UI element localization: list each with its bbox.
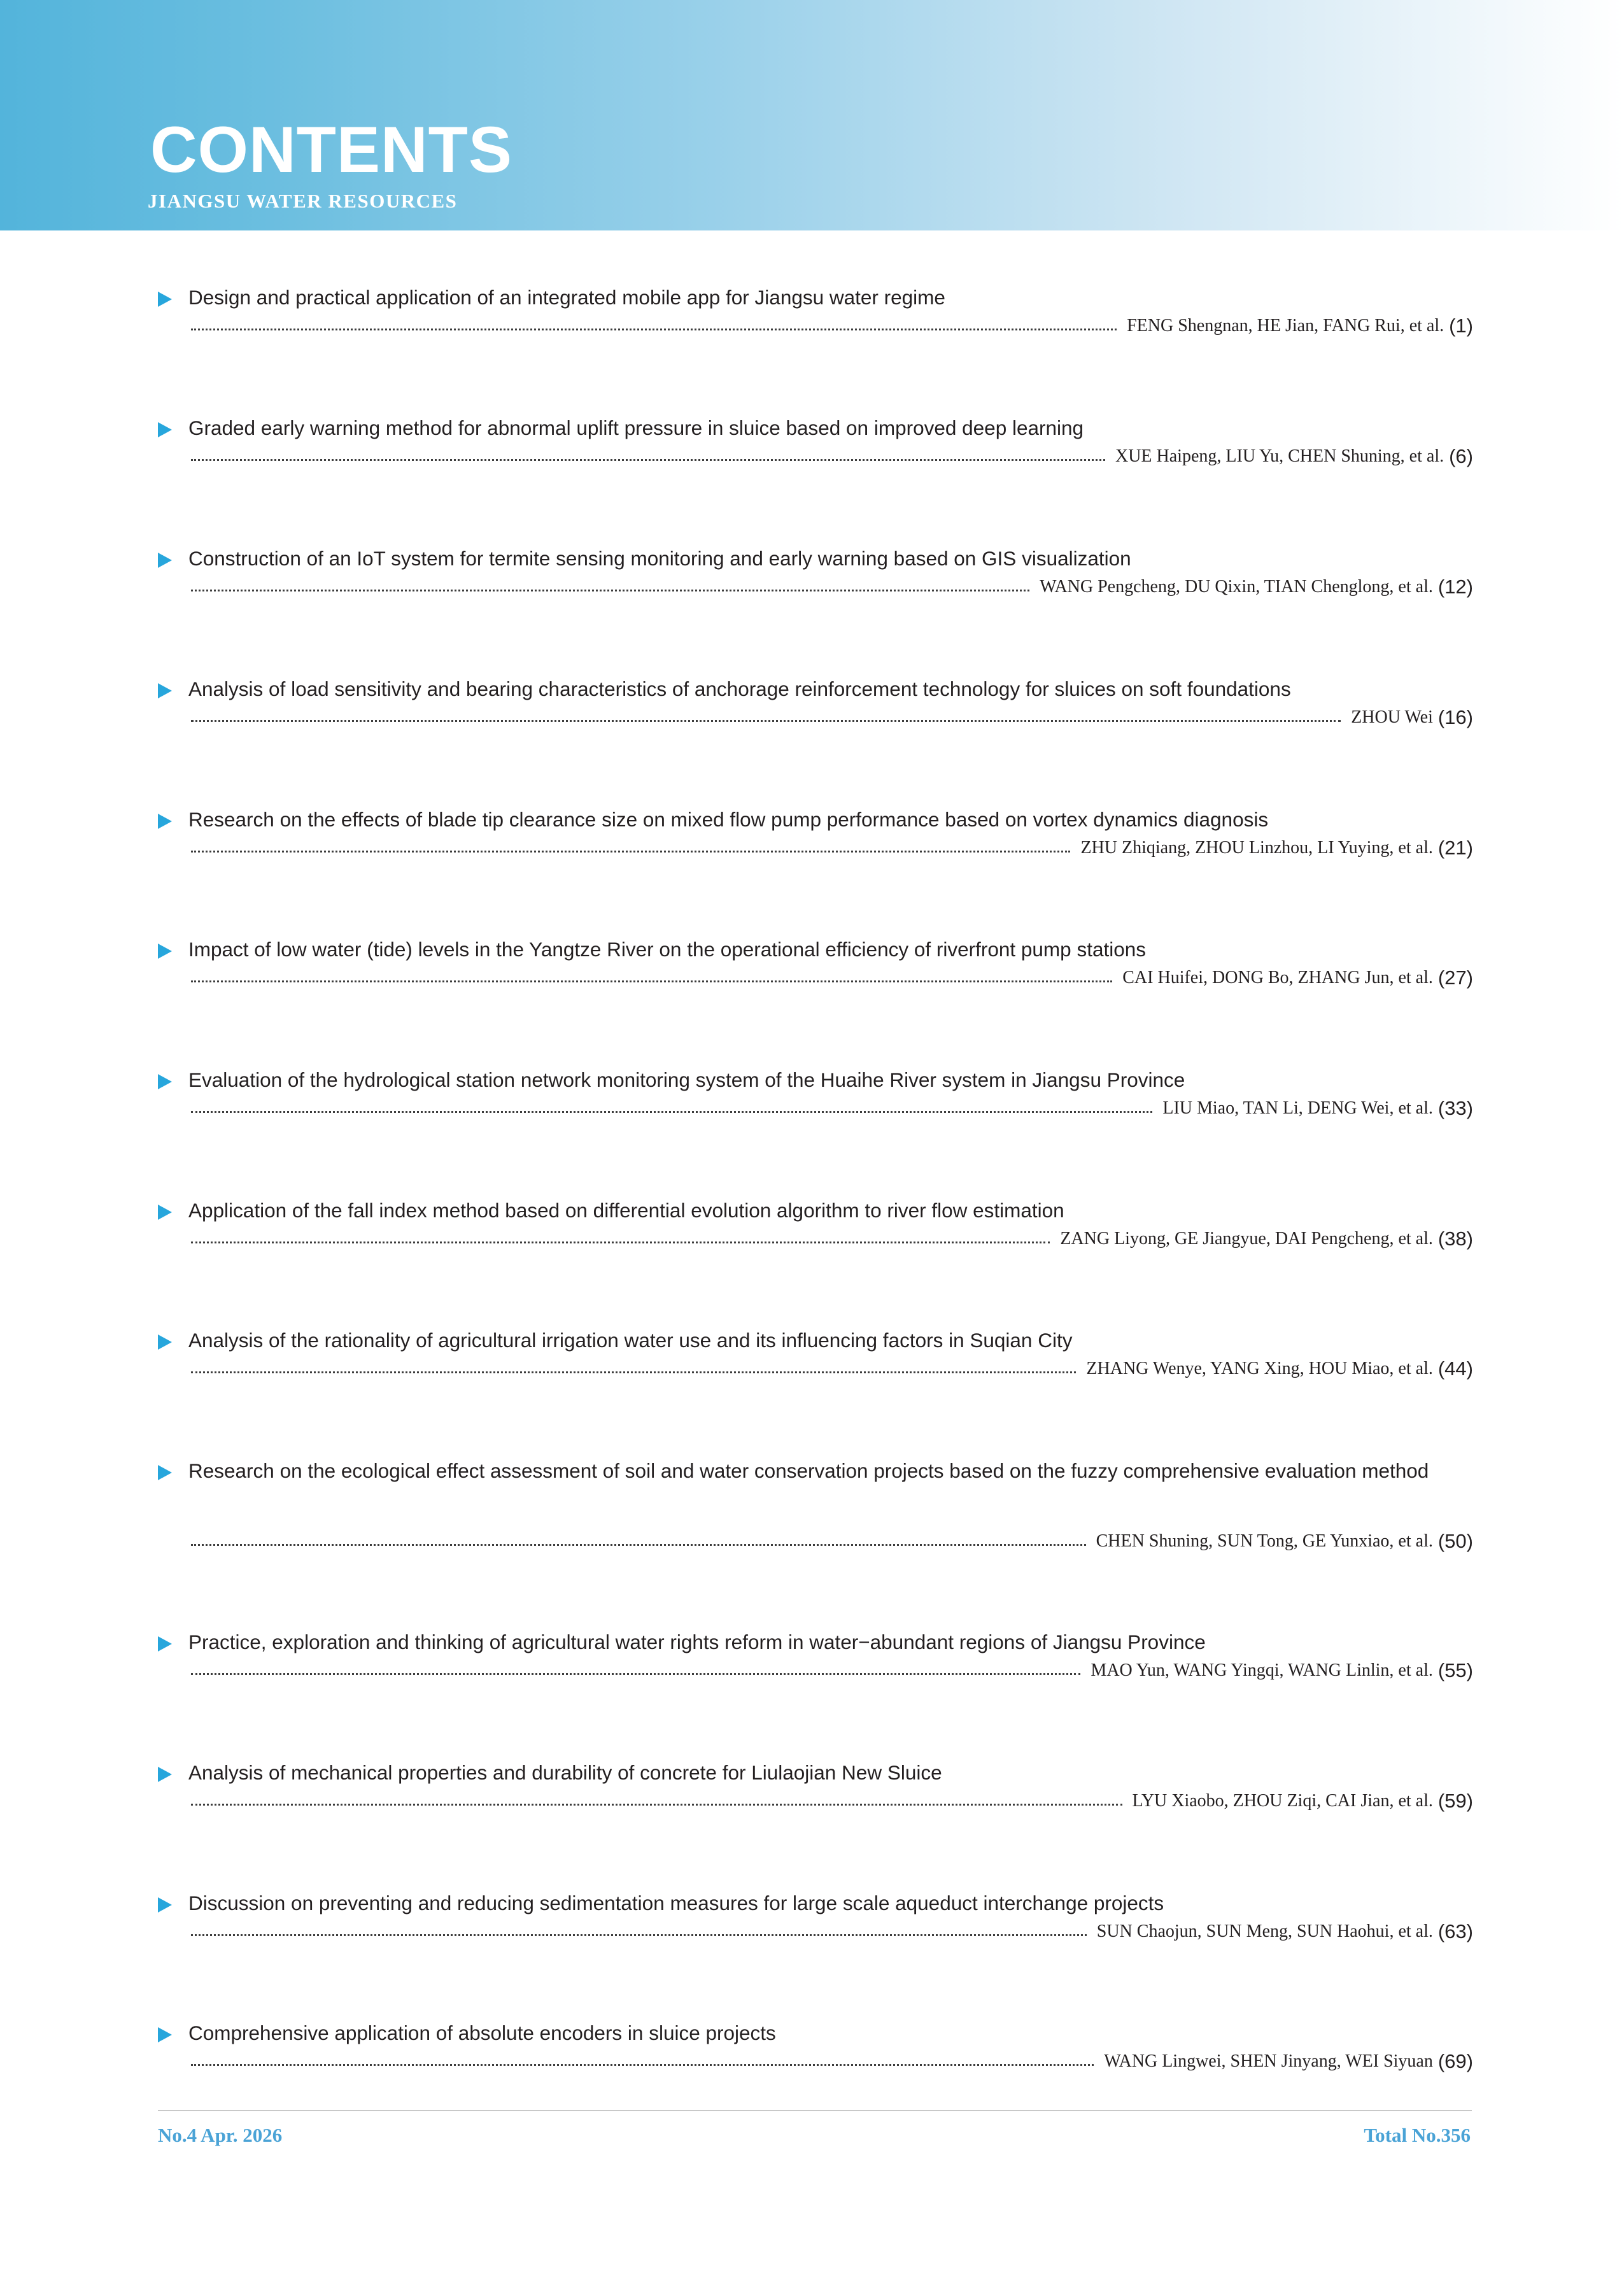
issue-number: No.4 Apr. 2026 [158, 2124, 283, 2146]
article-title[interactable]: Discussion on preventing and reducing sedimentation measures for large scale aqueduct interchange projects [188, 1892, 1164, 1914]
article-authors: SUN Chaojun, SUN Meng, SUN Haohui, et al. [1096, 1921, 1433, 1941]
article-byline [191, 963, 1473, 991]
article-byline [191, 1786, 1473, 1814]
contents-title: CONTENTS [150, 113, 512, 186]
triangle-bullet-icon [158, 2027, 172, 2042]
article-authors: ZHOU Wei [1351, 707, 1433, 727]
dot-leader [191, 459, 1105, 461]
triangle-bullet-icon [158, 1465, 172, 1480]
article-title[interactable]: Analysis of load sensitivity and bearing characteristics of anchorage reinforcement technology for sluices on soft foundations [188, 677, 1291, 700]
article-byline [191, 833, 1473, 861]
article-title[interactable]: Analysis of mechanical properties and durability of concrete for Liulaojian New Sluice [188, 1761, 942, 1784]
article-title[interactable]: Comprehensive application of absolute encoders in sluice projects [188, 2021, 776, 2044]
triangle-bullet-icon [158, 292, 172, 307]
dot-leader [191, 2064, 1094, 2066]
dot-leader [191, 1673, 1080, 1675]
dot-leader [191, 720, 1341, 722]
page-number[interactable]: (1) [1449, 315, 1473, 337]
article-authors: ZHANG Wenye, YANG Xing, HOU Miao, et al. [1086, 1359, 1433, 1378]
page-number[interactable]: (50) [1437, 1530, 1473, 1552]
article-title[interactable]: Practice, exploration and thinking of agricultural water rights reform in water−abundant regions of Jiangsu Province [188, 1631, 1206, 1653]
article-title[interactable]: Research on the effects of blade tip clearance size on mixed flow pump performance based on vortex dynamics diagnosis [188, 808, 1269, 831]
article-title[interactable]: Design and practical application of an integrated mobile app for Jiangsu water regime [188, 286, 945, 309]
article-byline [191, 441, 1473, 469]
triangle-bullet-icon [158, 422, 172, 437]
article-authors: WANG Pengcheng, DU Qixin, TIAN Chenglong, et al. [1040, 577, 1433, 597]
article-byline [191, 1093, 1473, 1121]
page-number[interactable]: (21) [1437, 837, 1473, 859]
triangle-bullet-icon [158, 1205, 172, 1220]
article-byline [191, 702, 1473, 730]
dot-leader [191, 1934, 1087, 1936]
page-number[interactable]: (59) [1437, 1790, 1473, 1812]
article-authors: ZHU Zhiqiang, ZHOU Linzhou, LI Yuying, et al. [1080, 838, 1433, 858]
article-byline [191, 1224, 1473, 1252]
triangle-bullet-icon [158, 1334, 172, 1350]
dot-leader [191, 1111, 1152, 1113]
article-byline [191, 572, 1473, 600]
article-authors: FENG Shengnan, HE Jian, FANG Rui, et al. [1127, 316, 1444, 336]
page-number[interactable]: (27) [1437, 966, 1473, 989]
article-byline [191, 1354, 1473, 1382]
page-number[interactable]: (12) [1437, 576, 1473, 598]
triangle-bullet-icon [158, 814, 172, 829]
article-authors: CHEN Shuning, SUN Tong, GE Yunxiao, et al. [1096, 1531, 1433, 1551]
page-number[interactable]: (6) [1449, 445, 1473, 467]
article-byline [191, 311, 1473, 339]
article-authors: LIU Miao, TAN Li, DENG Wei, et al. [1162, 1098, 1433, 1118]
article-title[interactable]: Evaluation of the hydrological station network monitoring system of the Huaihe River system in Jiangsu Province [188, 1068, 1185, 1091]
article-title[interactable]: Construction of an IoT system for termite sensing monitoring and early warning based on GIS visualization [188, 547, 1131, 570]
triangle-bullet-icon [158, 1074, 172, 1089]
dot-leader [191, 1804, 1122, 1806]
dot-leader [191, 1242, 1050, 1243]
triangle-bullet-icon [158, 1636, 172, 1652]
article-authors: MAO Yun, WANG Yingqi, WANG Linlin, et al. [1091, 1660, 1433, 1680]
page-number[interactable]: (69) [1437, 2050, 1473, 2072]
article-authors: XUE Haipeng, LIU Yu, CHEN Shuning, et al. [1115, 446, 1444, 466]
article-title[interactable]: Impact of low water (tide) levels in the Yangtze River on the operational efficiency of riverfront pump stations [188, 938, 1147, 961]
total-issue-number: Total No.356 [1364, 2124, 1471, 2146]
page-number[interactable]: (63) [1437, 1920, 1473, 1942]
dot-leader [191, 329, 1117, 330]
article-authors: CAI Huifei, DONG Bo, ZHANG Jun, et al. [1122, 968, 1433, 987]
triangle-bullet-icon [158, 944, 172, 959]
article-title[interactable]: Application of the fall index method based on differential evolution algorithm to river flow estimation [188, 1199, 1064, 1222]
dot-leader [191, 1371, 1076, 1373]
footer-rule [158, 2110, 1472, 2111]
article-title[interactable]: Research on the ecological effect assessment of soil and water conservation projects based on the fuzzy comprehensive evaluation method [188, 1459, 1429, 1482]
article-byline [191, 1655, 1473, 1683]
triangle-bullet-icon [158, 553, 172, 568]
page-number[interactable]: (55) [1437, 1659, 1473, 1681]
triangle-bullet-icon [158, 683, 172, 698]
journal-name: JIANGSU WATER RESOURCES [148, 190, 458, 212]
article-title[interactable]: Graded early warning method for abnormal uplift pressure in sluice based on improved deep learning [188, 416, 1084, 439]
dot-leader [191, 1544, 1086, 1546]
dot-leader [191, 590, 1029, 591]
article-title[interactable]: Analysis of the rationality of agricultural irrigation water use and its influencing factors in Suqian City [188, 1329, 1073, 1352]
dot-leader [191, 851, 1070, 852]
article-authors: ZANG Liyong, GE Jiangyue, DAI Pengcheng, et al. [1060, 1229, 1433, 1249]
article-byline [191, 2046, 1473, 2074]
triangle-bullet-icon [158, 1767, 172, 1782]
article-byline [191, 1526, 1473, 1554]
dot-leader [191, 980, 1112, 982]
article-authors: WANG Lingwei, SHEN Jinyang, WEI Siyuan [1104, 2051, 1433, 2071]
article-byline [191, 1916, 1473, 1944]
page-number[interactable]: (16) [1437, 706, 1473, 728]
article-authors: LYU Xiaobo, ZHOU Ziqi, CAI Jian, et al. [1132, 1791, 1433, 1811]
triangle-bullet-icon [158, 1897, 172, 1913]
page-number[interactable]: (33) [1437, 1097, 1473, 1119]
page-number[interactable]: (38) [1437, 1227, 1473, 1250]
page-number[interactable]: (44) [1437, 1357, 1473, 1380]
